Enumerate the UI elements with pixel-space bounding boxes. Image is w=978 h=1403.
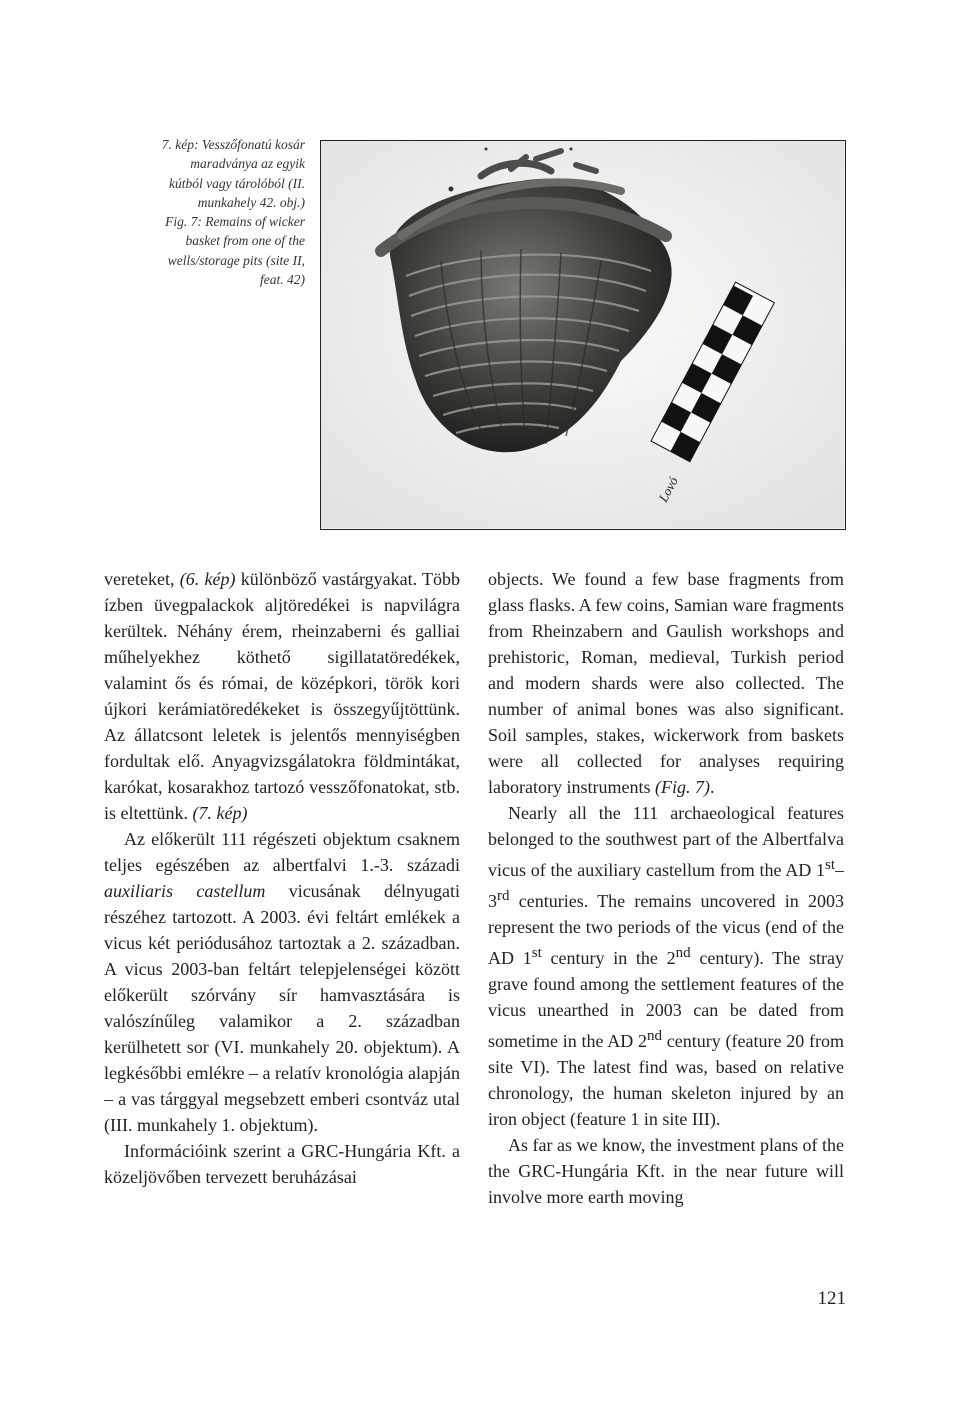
emphasis: auxiliaris castellum [104, 881, 266, 901]
paragraph: vereteket, (6. kép) különböző vastárgyakat. Több ízben üvegpalackok aljtöredékei is napvilágra kerültek. Néhány érem, rheinzaberni és galliai műhelyekhez köthető sigillatatöredékek, valamint ős és római, de középkori, török kori újkori kerámiatöredékeket is összegyűjtöttünk. Az állatcsont leletek is jelentős mennyiségben fordultak elő. Anyagvizsgálatokra földmintákat, karókat, kosarakhoz tartozó vesszőfonatokat, stb. is eltettünk. (7. kép) [104, 569, 461, 823]
paragraph: objects. We found a few base fragments from glass flasks. A few coins, Samian ware fragments from Rheinzabern and Gaulish workshops and prehistoric, Roman, medieval, Turkish period and modern shards were also collected. The number of animal bones was also significant. Soil samples, stakes, wickerwork from baskets were all collected for analyses requiring laboratory instruments (Fig. 7). [488, 569, 844, 797]
paragraph: Nearly all the 111 archaeological features belonged to the southwest part of the Albertfalva vicus of the auxiliary castellum from the AD 1st–3rd centuries. The remains uncovered in 2003 represent the two periods of the vicus (end of the AD 1st century in the 2nd century). The stray grave found among the settlement features of the vicus unearthed in 2003 can be dated from sometime in the AD 2nd century (feature 20 from site VI). The latest find was, based on relative chronology, the human skeleton injured by an iron object (feature 1 in site III). [488, 803, 844, 1129]
wicker-basket-photo [320, 140, 846, 530]
figure-reference: (Fig. 7) [654, 777, 710, 797]
paragraph: Információink szerint a GRC-Hungária Kft. a közeljövőben tervezett beruházásai [104, 1141, 460, 1187]
caption-hu-line: munkahely 42. obj.) [197, 194, 305, 210]
caption-en-line: wells/storage pits (site II, [167, 252, 305, 268]
right-column-english [488, 566, 844, 1210]
left-column-hungarian [104, 566, 460, 1190]
caption-en-line: basket from one of the [185, 233, 305, 249]
caption-hu-line: maradványa az egyik [190, 156, 305, 172]
caption-hu-line: 7. kép: Vesszőfonatú kosár [161, 137, 305, 152]
paragraph: Az előkerült 111 régészeti objektum csaknem teljes egészében az albertfalvi 1.-3. századi auxiliaris castellum vicusának délnyugati részéhez tartozott. A 2003. évi feltárt emlékek a vicus két periódusához tartoztak a 2. században. A vicus 2003-ban feltárt telepjelenségei között előkerült szórvány sír hamvasztására is valószínűleg valamikor a 2. században kerülhetett sor (VI. munkahely 20. objektum). A legkésőbbi emlékre – a relatív kronológia alapján – a vas tárggyal megsebzett emberi csontváz utal (III. munkahely 1. objektum). [104, 829, 460, 1135]
figure-reference: (7. kép) [192, 803, 248, 823]
caption-hu-line: kútból vagy tárolóból (II. [169, 175, 305, 191]
caption-en-line: Fig. 7: Remains of wicker [165, 214, 305, 230]
page-number: 121 [817, 1288, 846, 1309]
paragraph: As far as we know, the investment plans of the the GRC-Hungária Kft. in the near future will involve more earth moving [488, 1135, 844, 1207]
caption-en-line: feat. 42) [260, 272, 305, 288]
scale-label: Lovó [655, 474, 681, 505]
figure-caption [105, 135, 305, 289]
figure-reference: (6. kép) [179, 569, 236, 589]
